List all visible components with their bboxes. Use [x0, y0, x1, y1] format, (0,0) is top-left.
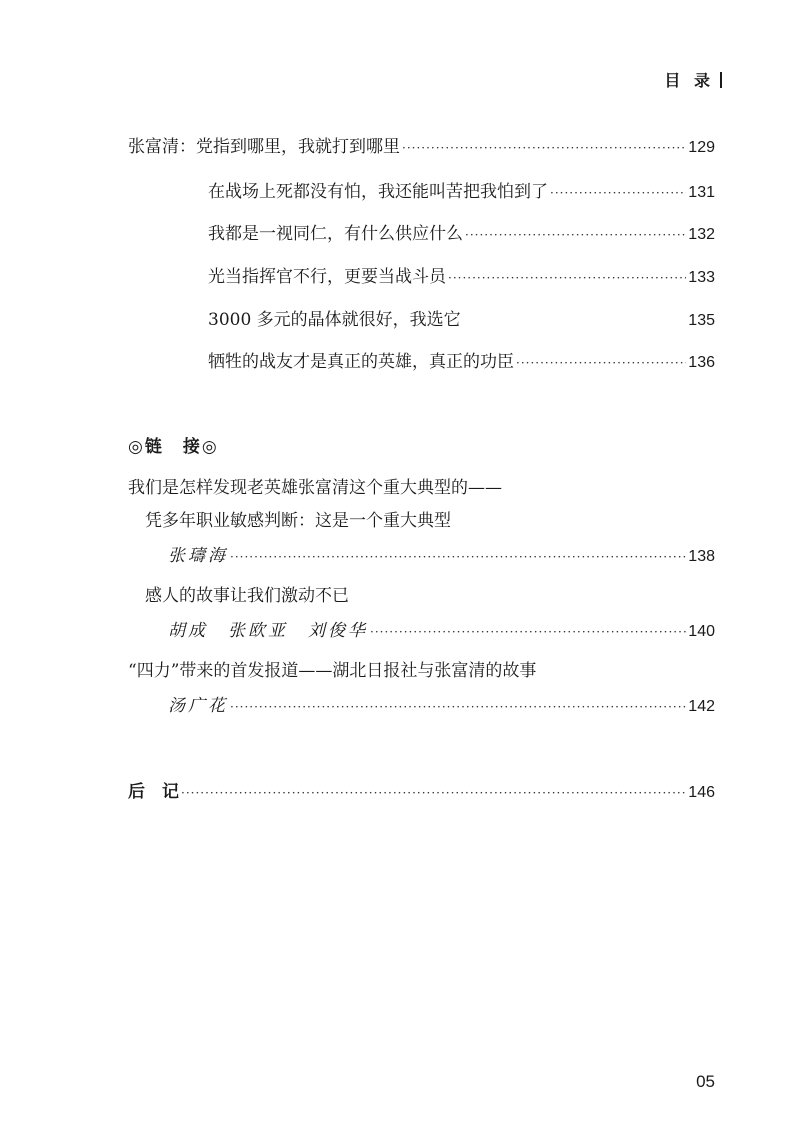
- toc-entry[interactable]: [168, 541, 715, 566]
- toc-entry[interactable]: [128, 132, 715, 157]
- section-title-links: ◎链 接◎: [128, 437, 219, 457]
- toc-page-number: 131: [688, 184, 715, 201]
- toc-entry[interactable]: [168, 691, 715, 716]
- toc-page-number: 129: [688, 139, 715, 156]
- toc-entry[interactable]: [208, 219, 715, 244]
- header-title: 目 录: [664, 71, 714, 90]
- header-bar: [720, 72, 722, 88]
- leader-dots: [465, 228, 686, 242]
- article-author: 胡成 张欧亚 刘俊华: [168, 621, 368, 641]
- toc-page-number: 133: [688, 269, 715, 286]
- article-subtitle: 凭多年职业敏感判断：这是一个重大典型: [145, 511, 451, 531]
- toc-page-number: 140: [688, 623, 715, 640]
- toc-page-number: 135: [688, 312, 715, 329]
- article-title[interactable]: “四力”带来的首发报道——湖北日报社与张富清的故事: [128, 661, 537, 681]
- running-header: [664, 68, 722, 91]
- toc-entry-text: 我都是一视同仁，有什么供应什么: [208, 224, 463, 244]
- leader-dots: [230, 550, 686, 564]
- toc-entry-text: 在战场上死都没有怕，我还能叫苦把我怕到了: [208, 182, 548, 202]
- article-title[interactable]: 我们是怎样发现老英雄张富清这个重大典型的——: [128, 478, 502, 498]
- article-author: 张璹海: [168, 546, 228, 566]
- toc-entry[interactable]: [208, 262, 715, 287]
- toc-entry-text: 3000 多元的晶体就很好，我选它: [208, 310, 461, 330]
- toc-entry-afterword[interactable]: [128, 777, 715, 802]
- article-title[interactable]: 感人的故事让我们激动不已: [145, 586, 349, 606]
- leader-dots: [402, 141, 686, 155]
- toc-entry[interactable]: [208, 305, 715, 330]
- toc-page-number: 138: [688, 548, 715, 565]
- toc-entry-text: 光当指挥官不行，更要当战斗员: [208, 267, 446, 287]
- toc-page-number: 136: [688, 354, 715, 371]
- article-author: 汤广花: [168, 696, 228, 716]
- toc-entry[interactable]: [208, 177, 715, 202]
- toc-page-number: 142: [688, 698, 715, 715]
- page-number: 05: [696, 1072, 715, 1091]
- leader-dots: [370, 625, 686, 639]
- leader-dots: [181, 786, 686, 800]
- toc-page-number: 132: [688, 226, 715, 243]
- toc-page-number: 146: [688, 784, 715, 801]
- toc-entry[interactable]: [208, 347, 715, 372]
- toc-entry-text: 牺牲的战友才是真正的英雄，真正的功臣: [208, 352, 514, 372]
- afterword-label: 后 记: [128, 782, 179, 802]
- leader-dots: [550, 186, 686, 200]
- leader-dots: [230, 700, 686, 714]
- toc-person-label: 张富清：: [128, 137, 196, 157]
- leader-dots: [448, 271, 686, 285]
- toc-entry[interactable]: [168, 616, 715, 641]
- toc-entry-text: 党指到哪里，我就打到哪里: [196, 137, 400, 157]
- leader-dots: [516, 356, 686, 370]
